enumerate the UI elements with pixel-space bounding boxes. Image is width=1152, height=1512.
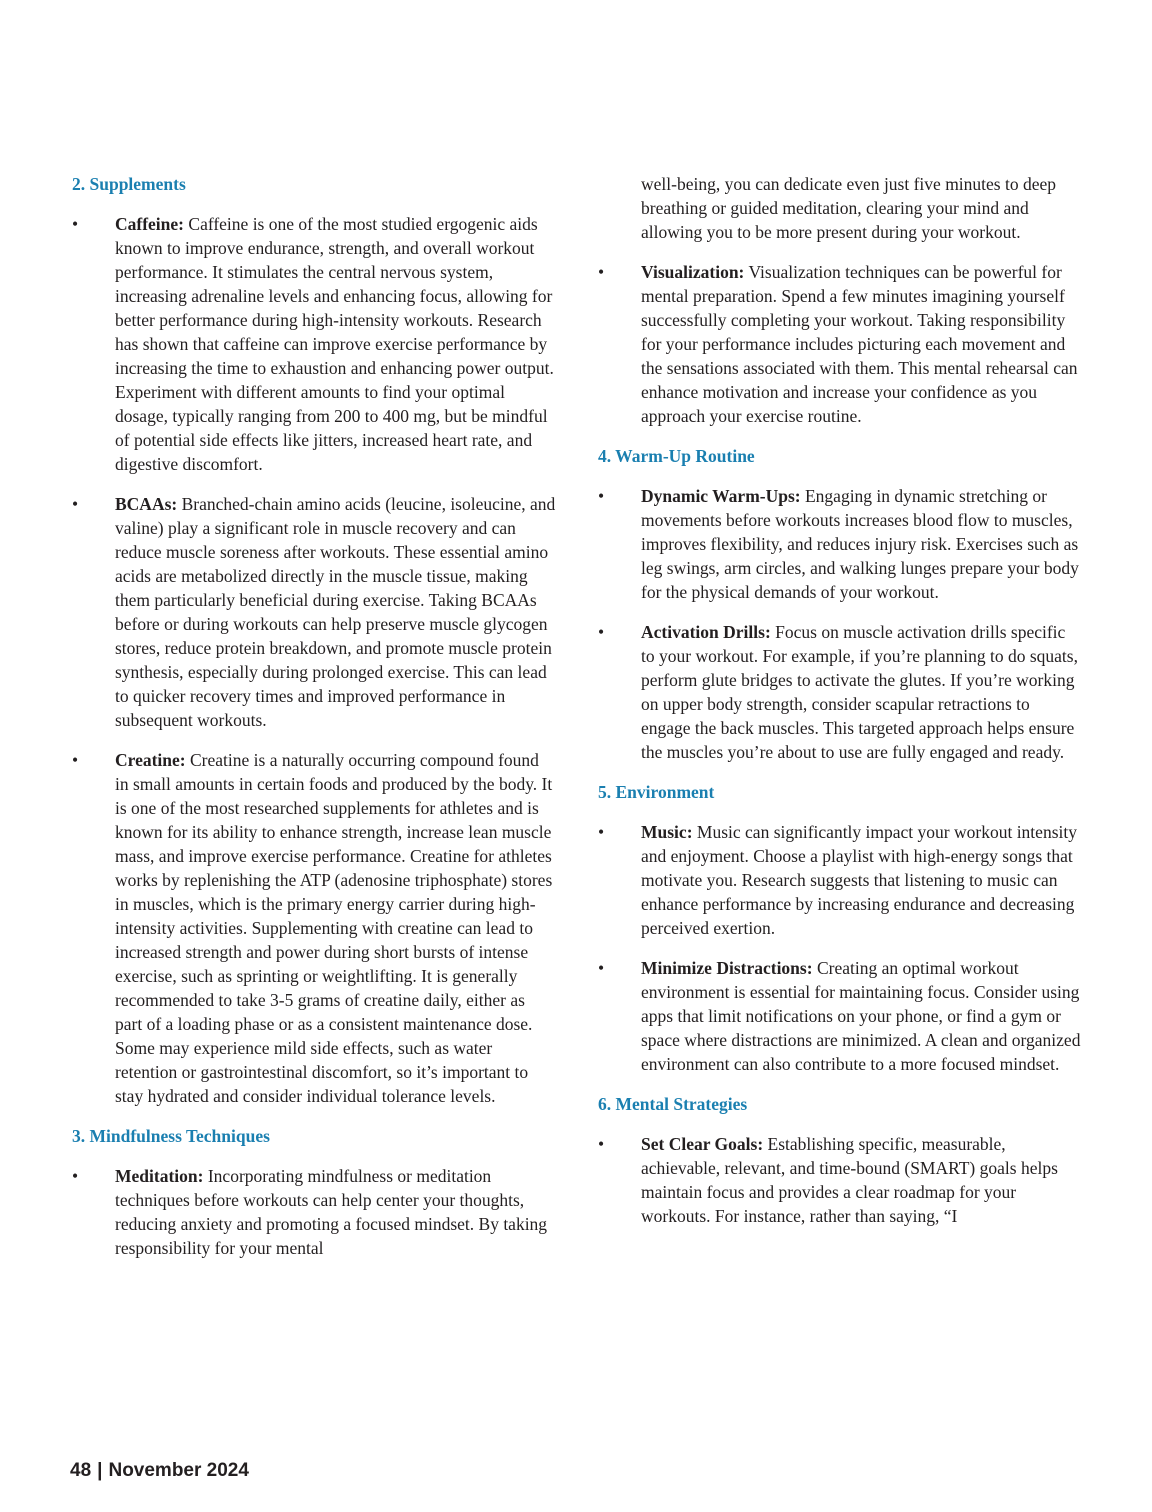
issue-date: November 2024 (108, 1460, 249, 1481)
bullet-icon: • (598, 1134, 605, 1154)
list-item-bcaas (72, 492, 556, 732)
term: Minimize Distractions: (641, 958, 813, 978)
page-number: 48 (70, 1460, 92, 1481)
section-title-supplements: 2. Supplements (72, 174, 186, 194)
term: Meditation: (115, 1166, 204, 1186)
list-item-set-clear-goals (598, 1132, 1082, 1228)
item-text: Creating an optimal workout environment is essential for maintaining focus. Consider using apps that limit notifications on your phone, or find a gym or space where distractions are minimized. A clean and organized environment can also contribute to a more focused mindset. (641, 958, 1081, 1074)
item-text: well-being, you can dedicate even just five minutes to deep breathing or guided meditation, clearing your mind and allowing you to be more present during your workout. (641, 174, 1057, 242)
item-text: Focus on muscle activation drills specific to your workout. For example, if you’re planning to do squats, perform glute bridges to activate the glutes. If you’re working on upper body strength, consider scapular retractions to engage the back muscles. This targeted approach helps ensure the muscles you’re about to use are fully engaged and ready. (641, 622, 1078, 762)
list-item-visualization (598, 260, 1082, 428)
list-item-caffeine (72, 212, 556, 476)
page-footer (70, 1460, 249, 1482)
section-title-mindfulness: 3. Mindfulness Techniques (72, 1126, 270, 1146)
list-item-meditation (72, 1164, 556, 1260)
item-text: Visualization techniques can be powerful for mental preparation. Spend a few minutes imagining yourself successfully completing your workout. Taking responsibility for your performance includes picturing each movement and the sensations associated with them. This mental rehearsal can enhance motivation and increase your confidence as you approach your exercise routine. (641, 262, 1078, 426)
bullet-icon: • (598, 622, 605, 642)
item-text: Incorporating mindfulness or meditation techniques before workouts can help center your thoughts, reducing anxiety and promoting a focused mindset. By taking responsibility for your mental (115, 1166, 548, 1258)
list-item-music (598, 820, 1082, 940)
item-text: Caffeine is one of the most studied ergogenic aids known to improve endurance, strength, and overall workout performance. It stimulates the central nervous system, increasing adrenaline levels and enhancing focus, allowing for better performance during high-intensity workouts. Research has shown that caffeine can improve exercise performance by increasing the time to exhaustion and enhancing power output. Experiment with different amounts to find your optimal dosage, typically ranging from 200 to 400 mg, but be mindful of potential side effects like jitters, increased heart rate, and digestive discomfort. (115, 214, 554, 474)
term: Set Clear Goals: (641, 1134, 764, 1154)
bullet-icon: • (598, 822, 605, 842)
list-item-creatine (72, 748, 556, 1108)
meditation-continuation (598, 172, 1082, 244)
bullet-icon: • (72, 494, 79, 514)
bullet-icon: • (72, 214, 79, 234)
item-text: Branched-chain amino acids (leucine, isoleucine, and valine) play a significant role in muscle recovery and can reduce muscle soreness after workouts. These essential amino acids are metabolized directly in the muscle tissue, making them particularly beneficial during exercise. Taking BCAAs before or during workouts can help preserve muscle glycogen stores, reduce protein breakdown, and promote muscle protein synthesis, especially during prolonged exercise. This can lead to quicker recovery times and improved performance in subsequent workouts. (115, 494, 556, 730)
left-column (72, 172, 556, 1276)
bullet-icon: • (598, 486, 605, 506)
bullet-icon: • (598, 262, 605, 282)
item-text: Creatine is a naturally occurring compound found in small amounts in certain foods and produced by the body. It is one of the most researched supplements for athletes and is known for its ability to enhance strength, increase lean muscle mass, and improve exercise performance. Creatine for athletes works by replenishing the ATP (adenosine triphosphate) stores in muscles, which is the primary energy carrier during high-intensity activities. Supplementing with creatine can lead to increased strength and power during short bursts of intense exercise, such as sprinting or weightlifting. It is generally recommended to take 3-5 grams of creatine daily, either as part of a loading phase or as a consistent maintenance dose. Some may experience mild side effects, such as water retention or gastrointestinal discomfort, so it’s important to stay hydrated and consider individual tolerance levels. (115, 750, 553, 1106)
footer-separator: | (97, 1460, 103, 1481)
item-text: Music can significantly impact your workout intensity and enjoyment. Choose a playlist with high-energy songs that motivate you. Research suggests that listening to music can enhance performance by increasing endurance and decreasing perceived exertion. (641, 822, 1077, 938)
bullet-icon: • (72, 1166, 79, 1186)
section-title-warmup: 4. Warm-Up Routine (598, 446, 755, 466)
term: Activation Drills: (641, 622, 771, 642)
term: Music: (641, 822, 693, 842)
section-title-mental-strategies: 6. Mental Strategies (598, 1094, 748, 1114)
term: BCAAs: (115, 494, 178, 514)
term: Dynamic Warm-Ups: (641, 486, 801, 506)
list-item-activation-drills (598, 620, 1082, 764)
right-column (598, 172, 1082, 1244)
item-text: Establishing specific, measurable, achievable, relevant, and time-bound (SMART) goals helps maintain focus and provides a clear roadmap for your workouts. For instance, rather than saying, “I (641, 1134, 1058, 1226)
section-title-environment: 5. Environment (598, 782, 715, 802)
term: Creatine: (115, 750, 186, 770)
term: Caffeine: (115, 214, 185, 234)
bullet-icon: • (72, 750, 79, 770)
term: Visualization: (641, 262, 745, 282)
bullet-icon: • (598, 958, 605, 978)
item-text: Engaging in dynamic stretching or movements before workouts increases blood flow to muscles, improves flexibility, and reduces injury risk. Exercises such as leg swings, arm circles, and walking lunges prepare your body for the physical demands of your workout. (641, 486, 1079, 602)
list-item-dynamic-warmups (598, 484, 1082, 604)
list-item-minimize-distractions (598, 956, 1082, 1076)
